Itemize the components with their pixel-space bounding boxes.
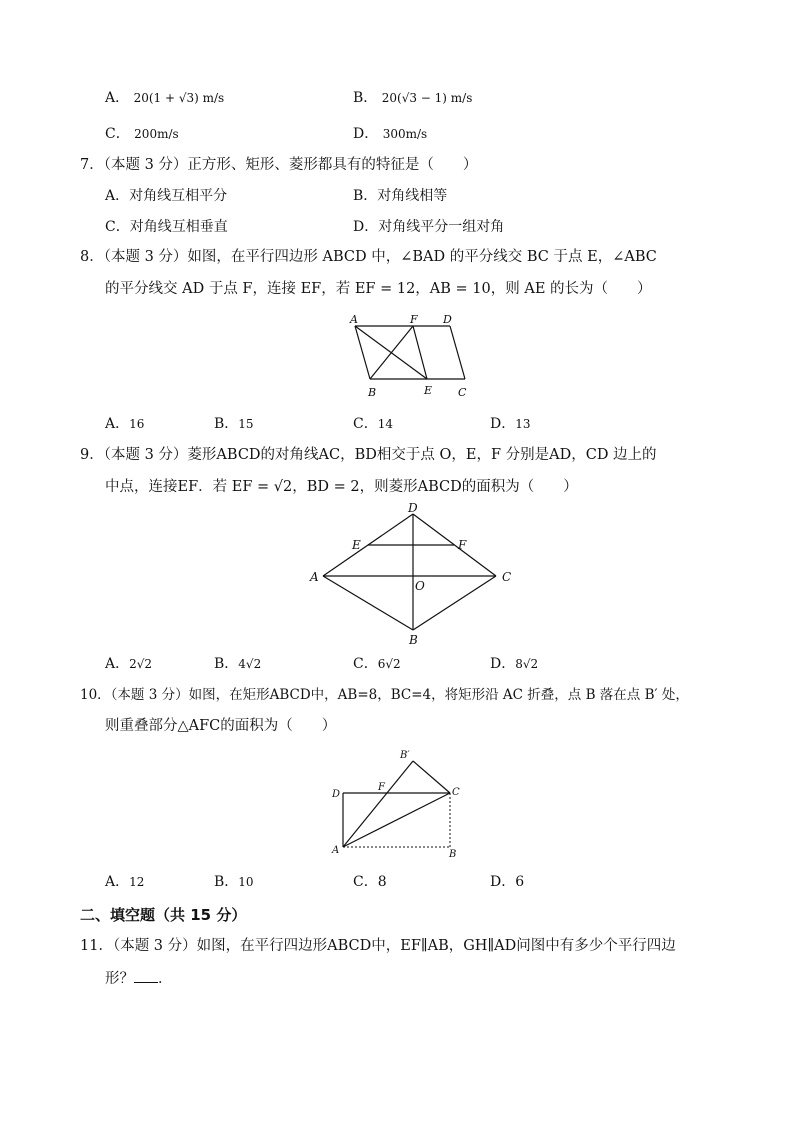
option-label: C． (353, 874, 378, 890)
option-label: B． (353, 188, 378, 204)
option-label: C． (105, 126, 130, 142)
q6-option-c[interactable] (105, 124, 179, 144)
q8-parallelogram-figure (340, 310, 480, 400)
segment-ab (355, 326, 370, 379)
q7-option-d[interactable] (353, 217, 504, 237)
option-label: A． (105, 416, 130, 432)
q6-option-d[interactable] (353, 124, 427, 144)
q9-stem-line1: 9．（本题 3 分）菱形ABCD的对角线AC，BD相交于点 O，E，F 分别是AD，CD 边上的 (80, 447, 657, 463)
q8-option-a[interactable] (105, 414, 144, 434)
option-text: 对角线相等 (377, 188, 448, 204)
q8-option-c[interactable] (353, 414, 393, 434)
label-b: B (449, 849, 457, 860)
label-e: E (424, 384, 433, 397)
option-text: 12 (129, 875, 145, 889)
option-label: B． (214, 656, 239, 672)
label-o: O (415, 579, 425, 593)
segment-b-prime-c (413, 761, 450, 793)
option-text: 13 (515, 417, 531, 431)
option-text: 14 (377, 417, 393, 431)
q7-option-b[interactable] (353, 186, 447, 206)
q11-stem-line1: 11．（本题 3 分）如图，在平行四边形ABCD中，EF∥AB，GH∥AD问图中有多少个平行四边 (80, 938, 676, 954)
label-a: A (310, 570, 319, 584)
q10-option-a[interactable] (105, 872, 144, 892)
option-text: 对角线平分一组对角 (378, 219, 505, 235)
q9-option-a[interactable] (105, 654, 152, 674)
option-text: 10 (238, 875, 254, 889)
q10-stem-line1: 10．（本题 3 分）如图，在矩形ABCD中，AB=8，BC=4，将矩形沿 AC 折叠，点 B 落在点 B′ 处， (80, 687, 689, 703)
label-d: D (408, 501, 418, 515)
q9-rhombus-figure (305, 503, 520, 648)
label-c: C (452, 787, 460, 798)
option-text: 对角线互相平分 (129, 188, 228, 204)
q9-option-c[interactable] (353, 654, 401, 674)
option-label: C． (353, 656, 378, 672)
label-d: D (443, 313, 452, 326)
q6-option-b[interactable] (353, 88, 472, 108)
option-text: 6 (515, 874, 525, 890)
label-f: F (458, 538, 467, 552)
option-text: 8 (377, 874, 387, 890)
option-text: 20(√3 − 1) m/s (381, 91, 473, 105)
q10-option-d[interactable] (490, 872, 524, 892)
option-label: D． (353, 126, 379, 142)
option-label: C． (105, 219, 130, 235)
option-label: D． (490, 416, 516, 432)
option-label: D． (353, 219, 379, 235)
option-text: 6√2 (377, 657, 401, 671)
segment-dc (450, 326, 465, 379)
option-text: 15 (238, 417, 254, 431)
q11-stem-line2 (105, 968, 173, 989)
q8-option-d[interactable] (490, 414, 531, 434)
option-text: 200m/s (134, 127, 179, 141)
q8-stem-line1: 8．（本题 3 分）如图，在平行四边形 ABCD 中，∠BAD 的平分线交 BC 于点 E，∠ABC (80, 249, 657, 265)
q9-stem-line2: 中点，连接EF．若 EF = √2，BD = 2，则菱形ABCD的面积为（ ） (105, 479, 578, 495)
option-label: A． (105, 656, 130, 672)
q6-option-a[interactable] (105, 88, 224, 108)
label-e: E (352, 538, 361, 552)
q11-stem-suffix: ． (158, 971, 173, 987)
label-c: C (502, 570, 512, 584)
option-text: 对角线互相垂直 (129, 219, 228, 235)
option-label: A． (105, 188, 130, 204)
segment-ba (323, 576, 413, 630)
option-label: A． (105, 90, 130, 106)
option-text: 2√2 (129, 657, 153, 671)
q10-stem-line2: 则重叠部分△AFC的面积为（ ） (105, 718, 337, 734)
option-text: 20(1 + √3) m/s (133, 91, 225, 105)
label-b: B (368, 386, 377, 399)
q7-stem: 7．（本题 3 分）正方形、矩形、菱形都具有的特征是（ ） (80, 157, 478, 173)
q10-fold-figure (328, 745, 468, 863)
segment-ab-prime (343, 761, 413, 847)
option-label: B． (353, 90, 378, 106)
q8-option-b[interactable] (214, 414, 254, 434)
q7-option-c[interactable] (105, 217, 228, 237)
option-label: C． (353, 416, 378, 432)
label-c: C (458, 386, 467, 399)
option-label: B． (214, 874, 239, 890)
option-text: 4√2 (238, 657, 262, 671)
label-b-prime: B′ (400, 750, 410, 761)
option-label: A． (105, 874, 130, 890)
answer-blank[interactable] (134, 968, 158, 983)
option-text: 16 (129, 417, 145, 431)
q9-option-d[interactable] (490, 654, 538, 674)
option-label: D． (490, 874, 516, 890)
segment-cb (413, 576, 496, 630)
label-f: F (378, 782, 385, 793)
label-a: A (350, 313, 358, 326)
option-text: 8√2 (515, 657, 539, 671)
label-d: D (332, 789, 341, 800)
label-b: B (409, 633, 418, 647)
segment-ac (343, 793, 450, 847)
option-text: 300m/s (382, 127, 428, 141)
q10-option-b[interactable] (214, 872, 254, 892)
option-label: D． (490, 656, 516, 672)
q7-option-a[interactable] (105, 186, 227, 206)
label-f: F (410, 313, 418, 326)
q10-option-c[interactable] (353, 872, 387, 892)
option-label: B． (214, 416, 239, 432)
section-heading-fill-in: 二、填空题（共 15 分） (80, 906, 247, 924)
q11-stem-prefix: 形？ (105, 971, 134, 987)
segment-fe (413, 326, 427, 379)
segment-bf (370, 326, 413, 379)
q8-stem-line2: 的平分线交 AD 于点 F，连接 EF，若 EF = 12，AB = 10，则 AE 的长为（ ） (105, 281, 652, 297)
label-a: A (332, 845, 340, 856)
q9-option-b[interactable] (214, 654, 261, 674)
